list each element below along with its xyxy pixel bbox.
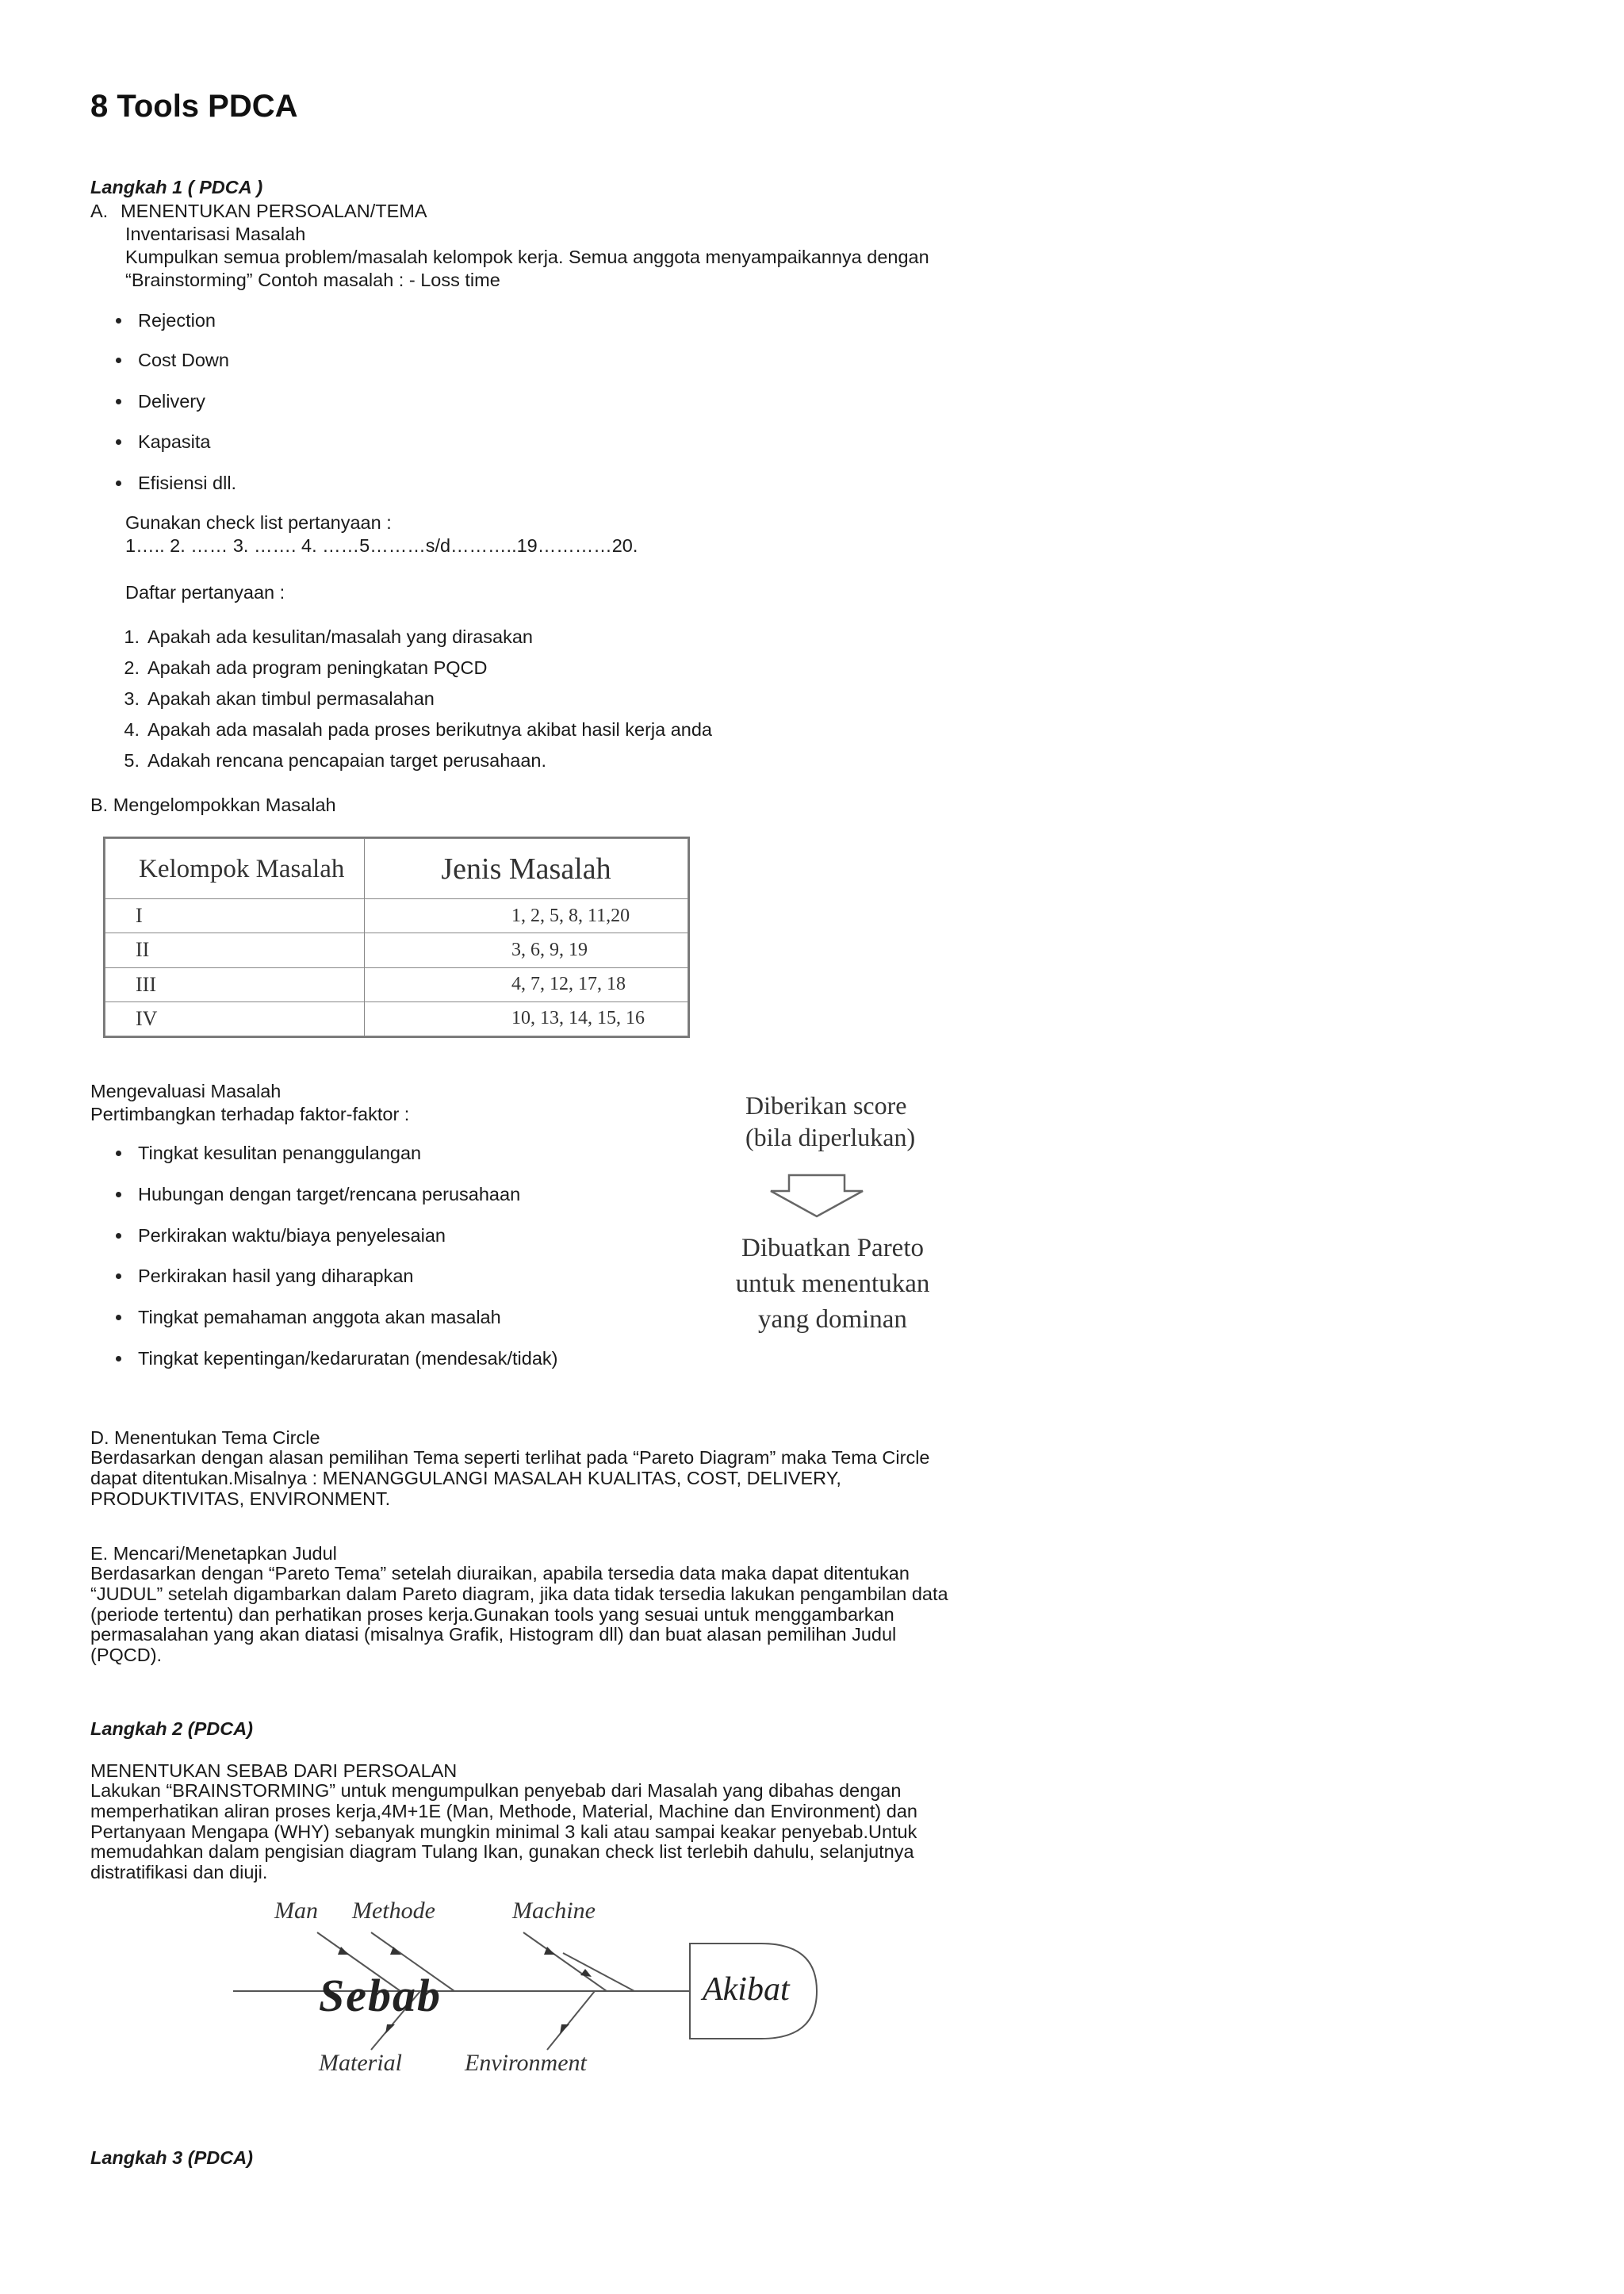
graphic-top-line1: Diberikan score: [745, 1091, 907, 1120]
section-d-title: D. Menentukan Tema Circle: [90, 1427, 320, 1448]
section-a-line1: Inventarisasi Masalah: [125, 224, 306, 244]
fishbone-label-effect: Akibat: [703, 1971, 790, 2008]
graphic-bottom-line3: yang dominan: [758, 1305, 907, 1334]
table-row: III 4, 7, 12, 17, 18: [105, 967, 688, 1001]
table-row: I 1, 2, 5, 8, 11,20: [105, 899, 688, 933]
fishbone-label-environment: Environment: [465, 2050, 587, 2076]
graphic-bottom-line2: untuk menentukan: [735, 1270, 930, 1298]
factor-bullet: Hubungan dengan target/rencana perusahaan: [138, 1184, 521, 1204]
step2-title: MENENTUKAN SEBAB DARI PERSOALAN: [90, 1760, 458, 1781]
table-header-type: Jenis Masalah: [365, 839, 688, 899]
question-item: 3. Apakah akan timbul permasalahan: [124, 688, 435, 709]
question-item: 1. Apakah ada kesulitan/masalah yang dirasakan: [124, 626, 533, 647]
section-a-label: A.: [90, 201, 109, 221]
problem-bullet: Rejection: [138, 310, 216, 331]
step3-heading: Langkah 3 (PDCA): [90, 2147, 253, 2168]
factor-bullet: Tingkat pemahaman anggota akan masalah: [138, 1307, 501, 1327]
question-item: 4. Apakah ada masalah pada proses berikutnya akibat hasil kerja anda: [124, 719, 712, 740]
fishbone-diagram: [230, 1891, 880, 2089]
section-c-subtitle: Pertimbangkan terhadap faktor-faktor :: [90, 1104, 410, 1124]
factor-bullet: Perkirakan waktu/biaya penyelesaian: [138, 1225, 446, 1246]
factor-bullet: Tingkat kepentingan/kedaruratan (mendesak/tidak): [138, 1348, 558, 1369]
step1-heading: Langkah 1 ( PDCA ): [90, 177, 263, 197]
question-item: 5. Adakah rencana pencapaian target perusahaan.: [124, 750, 547, 771]
problem-bullet: Cost Down: [138, 350, 229, 370]
table-row: IV 10, 13, 14, 15, 16: [105, 1001, 688, 1036]
factor-bullet: Tingkat kesulitan penanggulangan: [138, 1143, 422, 1163]
graphic-top-line2: (bila diperlukan): [745, 1123, 916, 1151]
section-a-title: MENENTUKAN PERSOALAN/TEMA: [121, 201, 427, 221]
checklist-label: Gunakan check list pertanyaan :: [125, 512, 392, 533]
factor-bullet: Perkirakan hasil yang diharapkan: [138, 1266, 414, 1286]
table-row: II 3, 6, 9, 19: [105, 933, 688, 967]
questions-label: Daftar pertanyaan :: [125, 582, 285, 603]
section-a-line3: “Brainstorming” Contoh masalah : - Loss time: [125, 270, 500, 290]
fishbone-label-man: Man: [274, 1898, 318, 1924]
section-e-body: Berdasarkan dengan “Pareto Tema” setelah diuraikan, apabila tersedia data maka dapat ditentukan “JUDUL” setelah digambarkan dalam Pareto diagram, jika data tidak tersedia lakukan pengambilan data (periode tertentu) dan perhatikan proses kerja.Gunakan tools yang sesuai untuk menggambarkan permasalahan yang akan diatasi (misalnya Grafik, Histogram dll) dan buat alasan pemilihan Judul (PQCD).: [90, 1563, 948, 1666]
score-pareto-graphic: [714, 1078, 975, 1364]
problem-bullet: Kapasita: [138, 431, 211, 452]
problem-bullet: Delivery: [138, 391, 205, 412]
step2-heading: Langkah 2 (PDCA): [90, 1718, 253, 1739]
fishbone-label-machine: Machine: [512, 1898, 596, 1924]
problem-group-table: [103, 837, 690, 1038]
question-item: 2. Apakah ada program peningkatan PQCD: [124, 657, 488, 678]
section-d-body: Berdasarkan dengan alasan pemilihan Tema seperti terlihat pada “Pareto Diagram” maka Tema Circle dapat ditentukan.Misalnya : MENANGGULANGI MASALAH KUALITAS, COST, DELIVERY, PRODUKTIVITAS, ENVIRONMENT.: [90, 1447, 930, 1509]
fishbone-label-material: Material: [319, 2050, 402, 2076]
problem-bullet: Efisiensi dll.: [138, 473, 237, 493]
fishbone-label-cause: Sebab: [319, 1970, 442, 2021]
page-title: 8 Tools PDCA: [90, 89, 298, 124]
section-a-line2: Kumpulkan semua problem/masalah kelompok kerja. Semua anggota menyampaikannya dengan: [125, 247, 929, 267]
fishbone-label-methode: Methode: [352, 1898, 435, 1924]
section-e-title: E. Mencari/Menetapkan Judul: [90, 1543, 337, 1564]
table-header-group: Kelompok Masalah: [105, 839, 365, 899]
step2-body: Lakukan “BRAINSTORMING” untuk mengumpulkan penyebab dari Masalah yang dibahas dengan memperhatikan aliran proses kerja,4M+1E (Man, Methode, Material, Machine dan Environment) dan Pertanyaan Mengapa (WHY) sebanyak mungkin minimal 3 kali atau sampai keakar penyebab.Untuk memudahkan dalam pengisian diagram Tulang Ikan, gunakan check list terlebih dahulu, selanjutnya distratifikasi dan diuji.: [90, 1780, 917, 1883]
checklist-numbers: 1….. 2. …… 3. ……. 4. ……5………s/d………..19…………20.: [125, 535, 638, 556]
section-b-title: B. Mengelompokkan Masalah: [90, 795, 336, 815]
graphic-bottom-line1: Dibuatkan Pareto: [741, 1234, 925, 1262]
section-c-title: Mengevaluasi Masalah: [90, 1081, 282, 1101]
